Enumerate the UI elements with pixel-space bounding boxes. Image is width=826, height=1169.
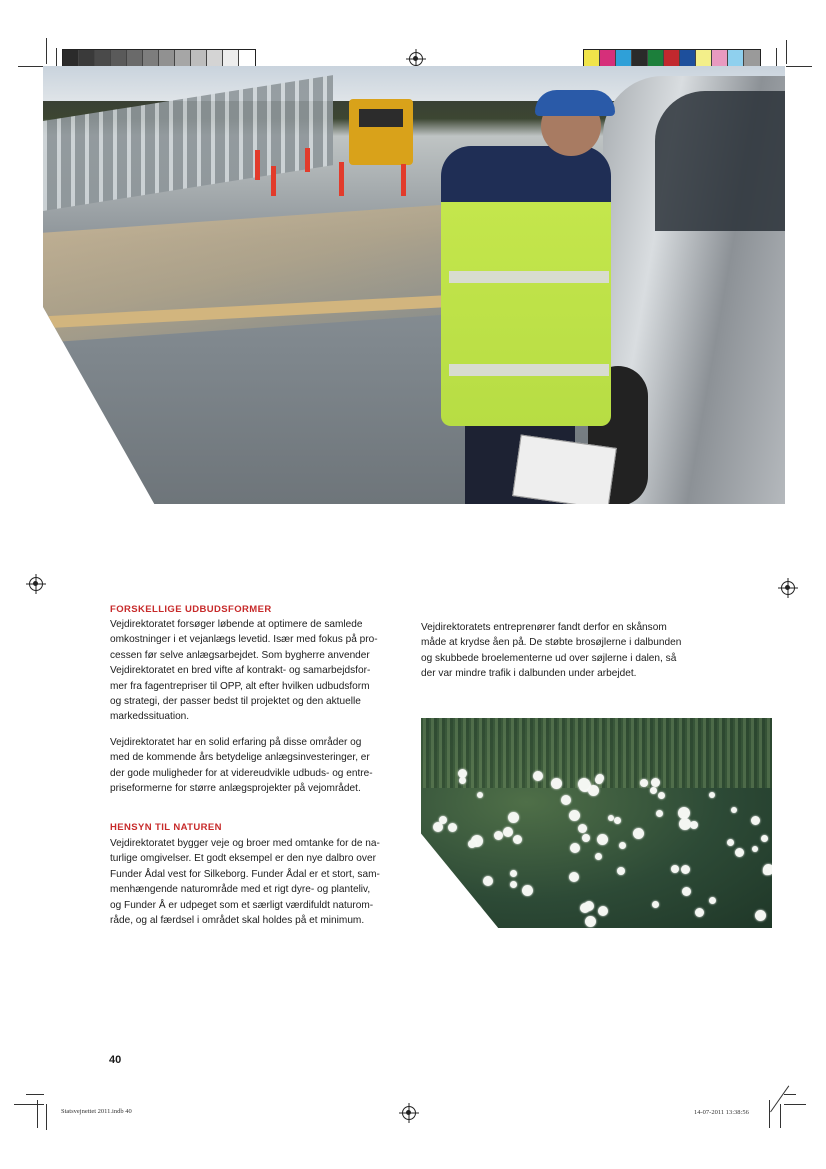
text-line: Funder Ådal vest for Silkeborg. Funder Ådal er et stort, sam- bbox=[110, 868, 380, 880]
text-line: omkostninger i et vejanlægs levetid. Især med fokus på pro- bbox=[110, 634, 378, 646]
paragraph-udbud-2 bbox=[110, 735, 373, 797]
flower bbox=[477, 792, 483, 798]
flower bbox=[448, 823, 457, 832]
text-line: priseformerne for større anlægsprojekter på vejområdet. bbox=[110, 783, 361, 795]
calibration-swatch bbox=[127, 50, 143, 68]
flower bbox=[569, 872, 579, 882]
flower bbox=[709, 792, 715, 798]
text-line: og Funder Å er udpeget som et særligt værdifuldt naturom- bbox=[110, 899, 374, 911]
clipboard-icon bbox=[512, 435, 617, 504]
text-line: der var mindre trafik i dalbunden under arbejdet. bbox=[421, 668, 637, 680]
flower bbox=[652, 901, 659, 908]
flower bbox=[617, 867, 625, 875]
flower bbox=[513, 835, 522, 844]
section-heading-udbudsformer: FORSKELLIGE UDBUDSFORMER bbox=[110, 604, 272, 615]
flower bbox=[510, 881, 517, 888]
text-line: og strategi, der passer bedst til projektet og den aktuelle bbox=[110, 696, 361, 708]
flower bbox=[597, 834, 608, 845]
calibration-swatch bbox=[95, 50, 111, 68]
reflective-band bbox=[449, 271, 609, 283]
text-line: mer fra fagentrepriser til OPP, alt efter hvilken udbudsform bbox=[110, 680, 370, 692]
flower bbox=[679, 818, 691, 830]
calibration-swatch bbox=[648, 50, 664, 68]
flower bbox=[614, 817, 621, 824]
flower bbox=[510, 870, 517, 877]
flower bbox=[595, 853, 602, 860]
flower bbox=[569, 810, 580, 821]
dump-truck bbox=[349, 99, 413, 165]
flower bbox=[503, 827, 513, 837]
flower bbox=[494, 831, 503, 840]
calibration-swatch bbox=[696, 50, 712, 68]
paragraph-entreprenoerer bbox=[421, 620, 681, 682]
text-line: Vejdirektoratet en bred vifte af kontrakt- og samarbejdsfor- bbox=[110, 665, 371, 677]
pickup-window bbox=[655, 91, 785, 231]
text-line: turlige omgivelser. Et godt eksempel er den nye dalbro over bbox=[110, 853, 376, 865]
flower bbox=[459, 777, 466, 784]
flower bbox=[433, 822, 443, 832]
flower bbox=[681, 865, 690, 874]
calibration-swatch bbox=[159, 50, 175, 68]
flower bbox=[690, 821, 698, 829]
text-line: Vejdirektoratet forsøger løbende at optimere de samlede bbox=[110, 619, 363, 630]
flower bbox=[551, 778, 562, 789]
calibration-swatch bbox=[223, 50, 239, 68]
calibration-swatch bbox=[680, 50, 696, 68]
flower bbox=[651, 778, 660, 787]
text-line: måde at krydse åen på. De støbte brosøjlerne i dalbunden bbox=[421, 637, 682, 649]
text-line: Vejdirektoratets entreprenører fandt derfor en skånsom bbox=[421, 622, 667, 633]
calibration-swatch bbox=[191, 50, 207, 68]
hi-vis-jacket bbox=[441, 146, 611, 426]
flower bbox=[582, 834, 590, 842]
page-number: 40 bbox=[109, 1054, 122, 1066]
flower bbox=[533, 771, 543, 781]
flower bbox=[580, 903, 590, 913]
flower bbox=[522, 885, 533, 896]
calibration-swatch bbox=[600, 50, 616, 68]
registration-mark-right-icon bbox=[781, 581, 795, 595]
flower bbox=[709, 897, 716, 904]
flower bbox=[570, 843, 580, 853]
flower bbox=[561, 795, 571, 805]
calibration-swatch bbox=[239, 50, 255, 68]
reflective-band bbox=[449, 364, 609, 376]
flower bbox=[682, 887, 691, 896]
calibration-swatch bbox=[712, 50, 728, 68]
calibration-swatch bbox=[728, 50, 744, 68]
paragraph-udbud-1 bbox=[110, 617, 378, 725]
flower bbox=[761, 835, 768, 842]
traffic-marker bbox=[255, 150, 260, 180]
calibration-swatch bbox=[616, 50, 632, 68]
flower bbox=[588, 785, 599, 796]
road-construction-photo bbox=[43, 66, 785, 504]
flower bbox=[483, 876, 493, 886]
flower bbox=[578, 824, 587, 833]
flower bbox=[695, 908, 704, 917]
text-line: cessen før selve anlægsarbejdet. Som bygherre anvender bbox=[110, 649, 370, 661]
flower bbox=[471, 905, 481, 915]
traffic-marker bbox=[401, 164, 406, 196]
registration-mark-bottom-icon bbox=[402, 1106, 416, 1120]
flower bbox=[735, 848, 744, 857]
slug-file-info: Statsvejnettet 2011.indb 40 bbox=[61, 1108, 132, 1115]
flower bbox=[640, 779, 648, 787]
text-line: der gode muligheder for at videreudvikle udbuds- og entre- bbox=[110, 767, 373, 779]
traffic-marker bbox=[305, 148, 310, 172]
flower bbox=[763, 868, 770, 875]
flower bbox=[656, 810, 663, 817]
slug-timestamp: 14-07-2011 13:38:56 bbox=[694, 1109, 749, 1116]
site-worker bbox=[441, 96, 611, 504]
flower bbox=[585, 916, 596, 927]
bridge-railing bbox=[43, 75, 333, 211]
flower bbox=[731, 807, 737, 813]
flower bbox=[658, 792, 665, 799]
flower bbox=[598, 906, 608, 916]
flower bbox=[608, 815, 614, 821]
flower bbox=[727, 839, 734, 846]
flower bbox=[751, 816, 760, 825]
water-lily-photo bbox=[421, 718, 772, 928]
flower bbox=[619, 842, 626, 849]
text-line: med de kommende års betydelige anlægsinvesteringer, er bbox=[110, 752, 370, 764]
flower bbox=[508, 812, 519, 823]
registration-mark-top-icon bbox=[409, 52, 423, 66]
flower bbox=[755, 910, 766, 921]
paragraph-naturen-1 bbox=[110, 836, 380, 928]
text-line: råde, og al færdsel i området skal holdes på et minimum. bbox=[110, 915, 365, 927]
text-line: Vejdirektoratet bygger veje og broer med omtanke for de na- bbox=[110, 838, 380, 849]
calibration-swatch bbox=[79, 50, 95, 68]
traffic-marker bbox=[339, 162, 344, 196]
calibration-swatch bbox=[664, 50, 680, 68]
flower bbox=[458, 910, 465, 917]
flower bbox=[434, 883, 443, 892]
calibration-swatch bbox=[63, 50, 79, 68]
flower bbox=[650, 787, 657, 794]
flower bbox=[448, 912, 460, 924]
calibration-swatch bbox=[143, 50, 159, 68]
calibration-swatch bbox=[632, 50, 648, 68]
flower bbox=[457, 902, 467, 912]
text-line: menhængende naturområde med et rigt dyre- og planteliv, bbox=[110, 884, 371, 896]
calibration-swatch bbox=[584, 50, 600, 68]
calibration-swatch bbox=[744, 50, 760, 68]
text-line: og skubbede broelementerne ud over søjlerne i dalen, så bbox=[421, 652, 677, 664]
flower bbox=[578, 778, 590, 790]
flower bbox=[752, 846, 758, 852]
flower bbox=[595, 776, 603, 784]
text-line: markedssituation. bbox=[110, 711, 190, 723]
calibration-swatch bbox=[207, 50, 223, 68]
registration-mark-left-icon bbox=[29, 577, 43, 591]
traffic-marker bbox=[271, 166, 276, 196]
flower bbox=[671, 865, 679, 873]
calibration-swatch bbox=[175, 50, 191, 68]
text-line: Vejdirektoratet har en solid erfaring på disse områder og bbox=[110, 737, 362, 748]
calibration-swatch bbox=[111, 50, 127, 68]
flower bbox=[468, 840, 476, 848]
section-heading-naturen: HENSYN TIL NATUREN bbox=[110, 822, 222, 833]
hard-hat-icon bbox=[535, 90, 615, 116]
flower bbox=[633, 828, 644, 839]
